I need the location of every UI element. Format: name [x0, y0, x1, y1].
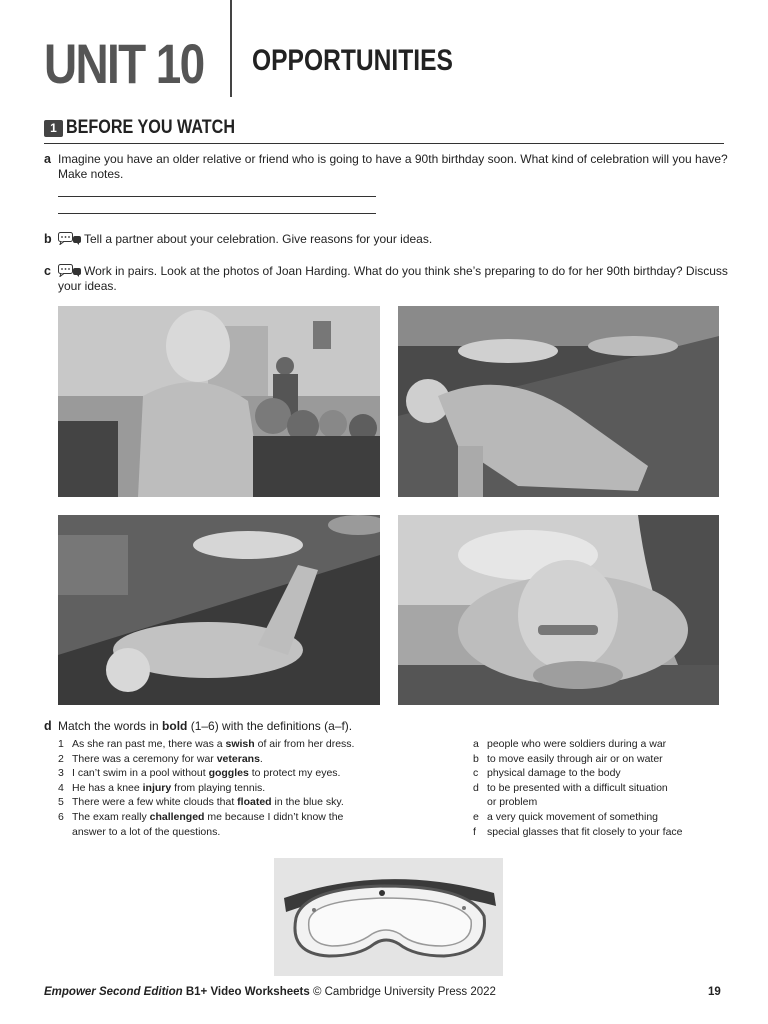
- page-number: 19: [708, 986, 721, 998]
- unit-title: UNIT 10: [44, 32, 204, 95]
- question-b: [58, 232, 728, 247]
- definition-item: a people who were soldiers during a war: [473, 738, 667, 750]
- section-heading: [44, 118, 724, 144]
- question-b-text: Tell a partner about your celebration. Give reasons for your ideas.: [84, 232, 433, 246]
- sentence-item: 1 As she ran past me, there was a swish of air from her dress.: [58, 738, 355, 750]
- goggles-photo: [274, 858, 503, 976]
- question-c-text: Work in pairs. Look at the photos of Joan Harding. What do you think she’s preparing to do for her 90th birthday? Discuss your ideas.: [58, 264, 728, 293]
- header-divider: [230, 0, 232, 97]
- sentence-item: 5 There were a few white clouds that floated in the blue sky.: [58, 796, 344, 809]
- question-c-letter: c: [44, 264, 51, 278]
- definition-item: d to be presented with a difficult situation: [473, 781, 668, 794]
- definition-item: c physical damage to the body: [473, 767, 621, 780]
- definition-continuation: or problem: [487, 796, 538, 809]
- footer-copyright: Empower Second Edition B1+ Video Worksheets © Cambridge University Press 2022: [44, 986, 496, 998]
- photo-joan-crawling-on-mat: [398, 306, 719, 497]
- question-c: [58, 264, 728, 294]
- definitions-list: [473, 737, 733, 839]
- photo-joan-lying-close-up: [398, 515, 719, 705]
- photo-joan-seated-with-soldiers: [58, 306, 380, 497]
- question-d-letter: d: [44, 719, 52, 733]
- sentences-list: [58, 737, 458, 839]
- sentence-continuation: answer to a lot of the questions.: [72, 825, 221, 838]
- answer-line-2[interactable]: [58, 213, 376, 214]
- definition-item: b to move easily through air or on water: [473, 752, 663, 765]
- section-number-badge: 1: [44, 120, 63, 137]
- sentence-item: 3 I can’t swim in a pool without goggles to protect my eyes.: [58, 767, 341, 780]
- question-d-instruction: Match the words in bold (1–6) with the definitions (a–f).: [58, 719, 353, 733]
- speech-bubbles-icon: [58, 232, 82, 245]
- question-b-letter: b: [44, 232, 52, 246]
- section-title: BEFORE YOU WATCH: [66, 117, 235, 138]
- definition-item: f special glasses that fit closely to your face: [473, 825, 683, 838]
- unit-subtitle: OPPORTUNITIES: [252, 44, 453, 77]
- photo-joan-lying-on-mat: [58, 515, 380, 705]
- sentence-item: 6 The exam really challenged me because I didn’t know the: [58, 810, 344, 823]
- definition-item: e a very quick movement of something: [473, 810, 658, 823]
- question-a-letter: a: [44, 152, 51, 166]
- speech-bubbles-icon: [58, 264, 82, 277]
- sentence-item: 4 He has a knee injury from playing tennis.: [58, 781, 266, 794]
- answer-line-1[interactable]: [58, 196, 376, 197]
- question-a-text: Imagine you have an older relative or friend who is going to have a 90th birthday soon. What kind of celebration will you have? Make notes.: [58, 152, 728, 181]
- sentence-item: 2 There was a ceremony for war veterans.: [58, 752, 263, 765]
